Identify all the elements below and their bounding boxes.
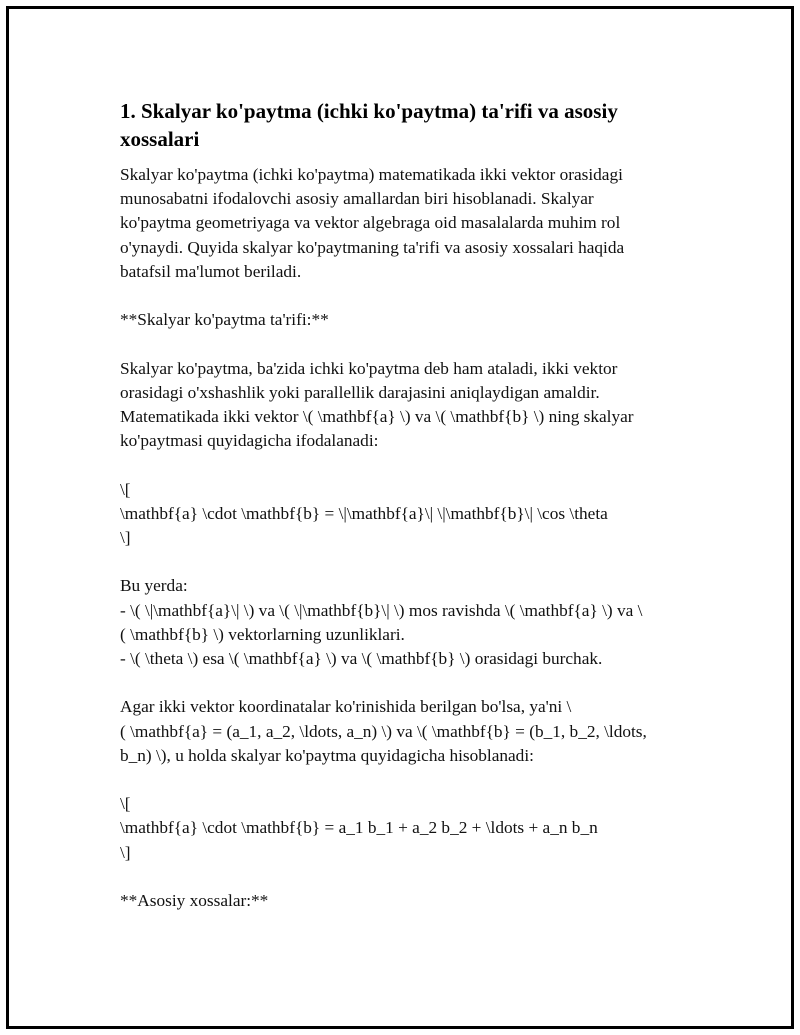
page-frame <box>6 6 794 1029</box>
text-line: ( \mathbf{a} = (a_1, a_2, \ldots, a_n) \) va \( \mathbf{b} = (b_1, b_2, \ldots, <box>120 721 647 741</box>
text-line: b_n) \), u holda skalyar ko'paytma quyidagicha hisoblanadi: <box>120 745 534 765</box>
formula-line: \mathbf{a} \cdot \mathbf{b} = a_1 b_1 + a_2 b_2 + \ldots + a_n b_n <box>120 818 598 838</box>
subheading-line: **Asosiy xossalar:** <box>120 890 269 910</box>
formula-line: \[ <box>120 794 131 814</box>
subheading-line: **Skalyar ko'paytma ta'rifi:** <box>120 310 329 330</box>
formula-line: \mathbf{a} \cdot \mathbf{b} = \|\mathbf{a}\| \|\mathbf{b}\| \cos \theta <box>120 503 608 523</box>
text-line: ko'paytmasi quyidagicha ifodalanadi: <box>120 431 379 451</box>
body-text <box>120 163 695 913</box>
text-line: Skalyar ko'paytma, ba'zida ichki ko'paytma deb ham ataladi, ikki vektor <box>120 358 618 378</box>
blank-line <box>120 671 695 695</box>
text-line: Bu yerda: <box>120 576 188 596</box>
formula-line: \[ <box>120 479 131 499</box>
formula-line: \] <box>120 528 131 547</box>
text-line: Skalyar ko'paytma (ichki ko'paytma) matematikada ikki vektor orasidagi <box>120 165 623 184</box>
blank-line <box>120 453 695 477</box>
formula-line: \] <box>120 842 131 862</box>
text-line: Matematikada ikki vektor \( \mathbf{a} \) va \( \mathbf{b} \) ning skalyar <box>120 407 634 426</box>
text-line: batafsil ma'lumot beriladi. <box>120 261 302 281</box>
blank-line <box>120 865 695 889</box>
text-line: Agar ikki vektor koordinatalar ko'rinishida berilgan bo'lsa, ya'ni \ <box>120 697 572 717</box>
text-line: o'ynaydi. Quyida skalyar ko'paytmaning ta'rifi va asosiy xossalari haqida <box>120 237 625 257</box>
blank-line <box>120 550 695 574</box>
section-heading <box>120 97 695 153</box>
heading-line: 1. Skalyar ko'paytma (ichki ko'paytma) ta'rifi va asosiy <box>120 99 618 123</box>
blank-line <box>120 284 695 308</box>
text-line: ko'paytma geometriyaga va vektor algebraga oid masalalarda muhim rol <box>120 213 621 233</box>
list-item-line: - \( \theta \) esa \( \mathbf{a} \) va \( \mathbf{b} \) orasidagi burchak. <box>120 649 603 668</box>
text-line: munosabatni ifodalovchi asosiy amallardan biri hisoblanadi. Skalyar <box>120 189 594 209</box>
blank-line <box>120 768 695 792</box>
document-content <box>120 97 695 913</box>
heading-line: xossalari <box>120 127 200 151</box>
list-item-line: ( \mathbf{b} \) vektorlarning uzunliklari. <box>120 624 405 644</box>
blank-line <box>120 332 695 356</box>
text-line: orasidagi o'xshashlik yoki parallellik darajasini aniqlaydigan amaldir. <box>120 382 600 402</box>
list-item-line: - \( \|\mathbf{a}\| \) va \( \|\mathbf{b}\| \) mos ravishda \( \mathbf{a} \) va \ <box>120 600 643 620</box>
